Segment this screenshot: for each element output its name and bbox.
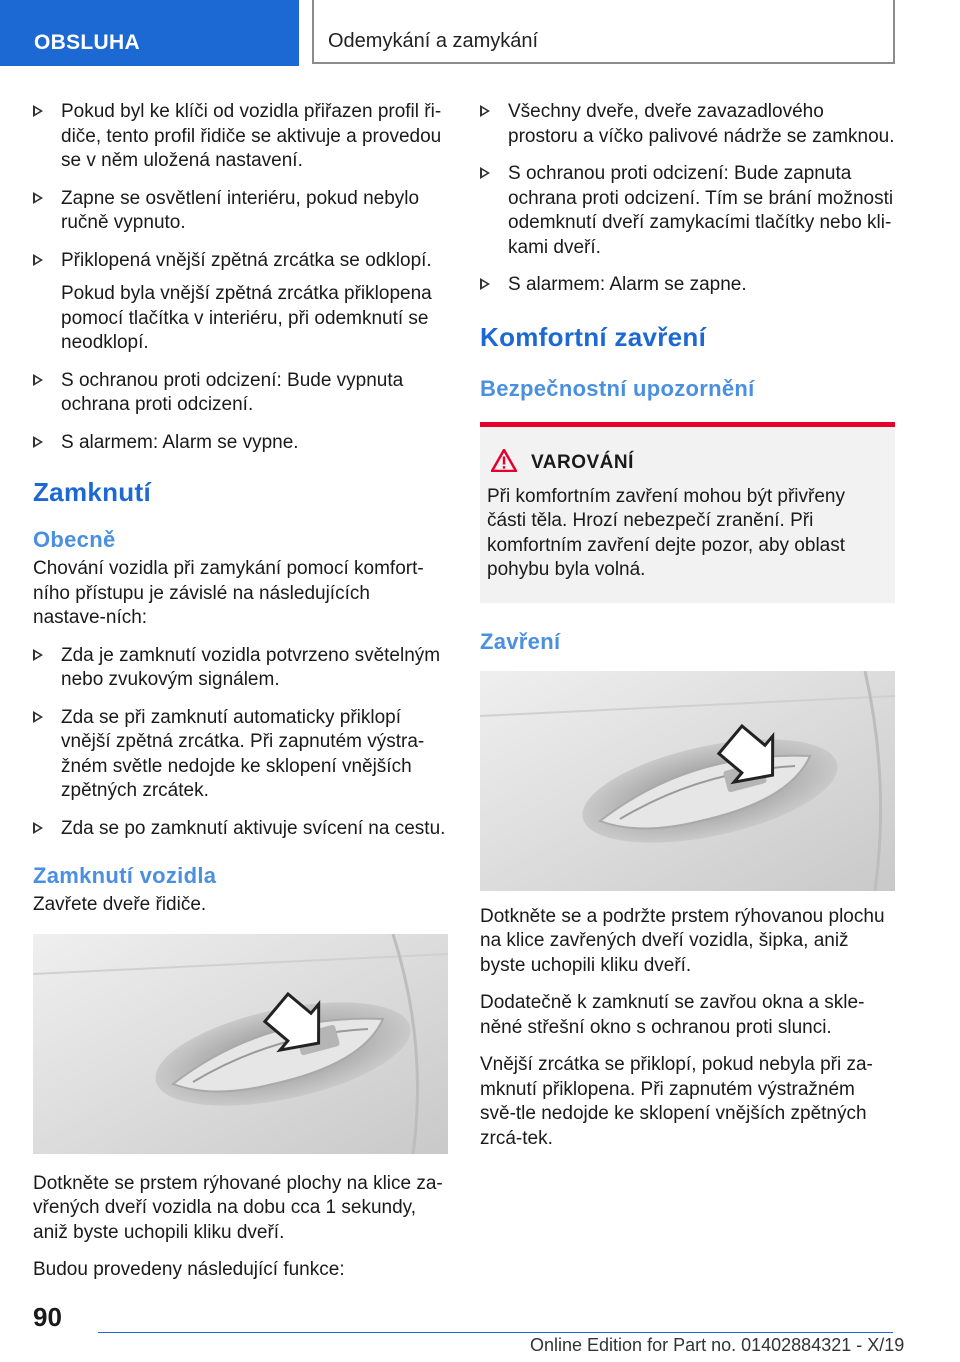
warning-text: Při komfortním zavření mohou být přivřeny části těla. Hrozí nebezpečí zranění. Při komfortním zavření dejte pozor, aby oblast pohybu byla volná.	[487, 485, 846, 580]
list-item: S alarmem: Alarm se zapne.	[480, 273, 895, 298]
warning-title: VAROVÁNÍ	[531, 451, 634, 473]
unlock-functions-list	[33, 100, 448, 273]
warning-header	[487, 449, 885, 477]
footer-edition-text: Online Edition for Part no. 01402884321 - X/19	[530, 1335, 905, 1355]
touch-text: Dotkněte se prstem rýhované plochy na klice za-vřených dveří vozidla na dobu cca 1 sekundy, aniž byste uchopili kliku dveří.	[33, 1172, 443, 1243]
list-item: S ochranou proti odcizení: Bude vypnuta ochrana proti odcizení.	[33, 369, 448, 418]
section-heading-comfort-close: Komfortní zavření	[480, 321, 707, 352]
settings-list	[33, 644, 448, 842]
door-handle-image	[33, 934, 448, 1154]
lock-functions-list	[480, 100, 895, 298]
functions-text: Budou provedeny následující funkce:	[33, 1259, 345, 1280]
bullet-triangle-icon	[33, 436, 43, 448]
subheading-closing: Zavření	[480, 628, 561, 654]
list-item: S alarmem: Alarm se vypne.	[33, 431, 448, 456]
bullet-triangle-icon	[480, 278, 490, 290]
bullet-triangle-icon	[33, 374, 43, 386]
list-item: Všechny dveře, dveře zavazadlového prostoru a víčko palivové nádrže se zamknou.	[480, 100, 895, 149]
close-door-text: Zavřete dveře řidiče.	[33, 894, 207, 915]
door-handle-image-2	[480, 671, 895, 891]
page-number: 90	[33, 1302, 62, 1332]
footer-divider	[98, 1332, 893, 1333]
subheading-safety: Bezpečnostní upozornění	[480, 375, 755, 401]
mirrors-text: Vnější zrcátka se přiklopí, pokud nebyla při za-mknutí přiklopena. Při zapnutém výstražném svě-tle nedojde ke sklopení vnějších zpětných zrcá-tek.	[480, 1054, 873, 1149]
general-text: Chování vozidla při zamykání pomocí komfort-ního přístupu je závislé na následujících nastave-ních:	[33, 558, 424, 628]
bullet-triangle-icon	[33, 711, 43, 723]
unlock-functions-list-2	[33, 369, 448, 456]
bullet-triangle-icon	[480, 105, 490, 117]
bullet-triangle-icon	[33, 822, 43, 834]
door-handle-illustration-2	[480, 671, 895, 891]
touch-hold-text: Dotkněte se a podržte prstem rýhovanou plochu na klice zavřených dveří vozidla, šipka, aniž byste uchopili kliku dveří.	[480, 905, 885, 976]
header-topic-label: Odemykání a zamykání	[328, 30, 539, 52]
bullet-triangle-icon	[480, 167, 490, 179]
list-item: Pokud byl ke klíči od vozidla přiřazen profil ři-diče, tento profil řidiče se aktivuje a provedou se v něm uložená nastavení.	[33, 100, 448, 174]
left-column	[33, 100, 448, 1283]
bullet-triangle-icon	[33, 254, 43, 266]
subheading-general: Obecně	[33, 527, 116, 552]
warning-box	[480, 422, 895, 603]
subheading-lock-vehicle: Zamknutí vozidla	[33, 863, 217, 888]
door-handle-illustration	[33, 934, 448, 1154]
bullet-triangle-icon	[33, 192, 43, 204]
mirror-note: Pokud byla vnější zpětná zrcátka přiklopena pomocí tlačítka v interiéru, při odemknutí se neodklopí.	[61, 283, 432, 353]
warning-triangle-icon	[491, 449, 517, 477]
list-item: S ochranou proti odcizení: Bude zapnuta ochrana proti odcizení. Tím se brání možnosti odemknutí dveří zamykacími tlačítky nebo kli-kami dveří.	[480, 162, 895, 260]
right-column	[480, 100, 895, 1151]
header-section-label: OBSLUHA	[34, 31, 140, 54]
list-item: Zda se po zamknutí aktivuje svícení na cestu.	[33, 817, 448, 842]
list-item: Přiklopená vnější zpětná zrcátka se odklopí.	[33, 249, 448, 274]
header-section-tab	[0, 0, 299, 66]
additional-close-text: Dodatečně k zamknutí se zavřou okna a skle-něné střešní okno s ochranou proti slunci.	[480, 992, 865, 1038]
list-item: Zapne se osvětlení interiéru, pokud nebylo ručně vypnuto.	[33, 187, 448, 236]
list-item: Zda je zamknutí vozidla potvrzeno světelným nebo zvukovým signálem.	[33, 644, 448, 693]
section-heading-lock: Zamknutí	[33, 477, 151, 507]
list-item: Zda se při zamknutí automaticky přiklopí vnější zpětná zrcátka. Při zapnutém výstra-žném světle nedojde ke sklopení vnějších zpětných zrcátek.	[33, 706, 448, 804]
header-topic-box	[312, 0, 895, 64]
bullet-triangle-icon	[33, 105, 43, 117]
bullet-triangle-icon	[33, 649, 43, 661]
